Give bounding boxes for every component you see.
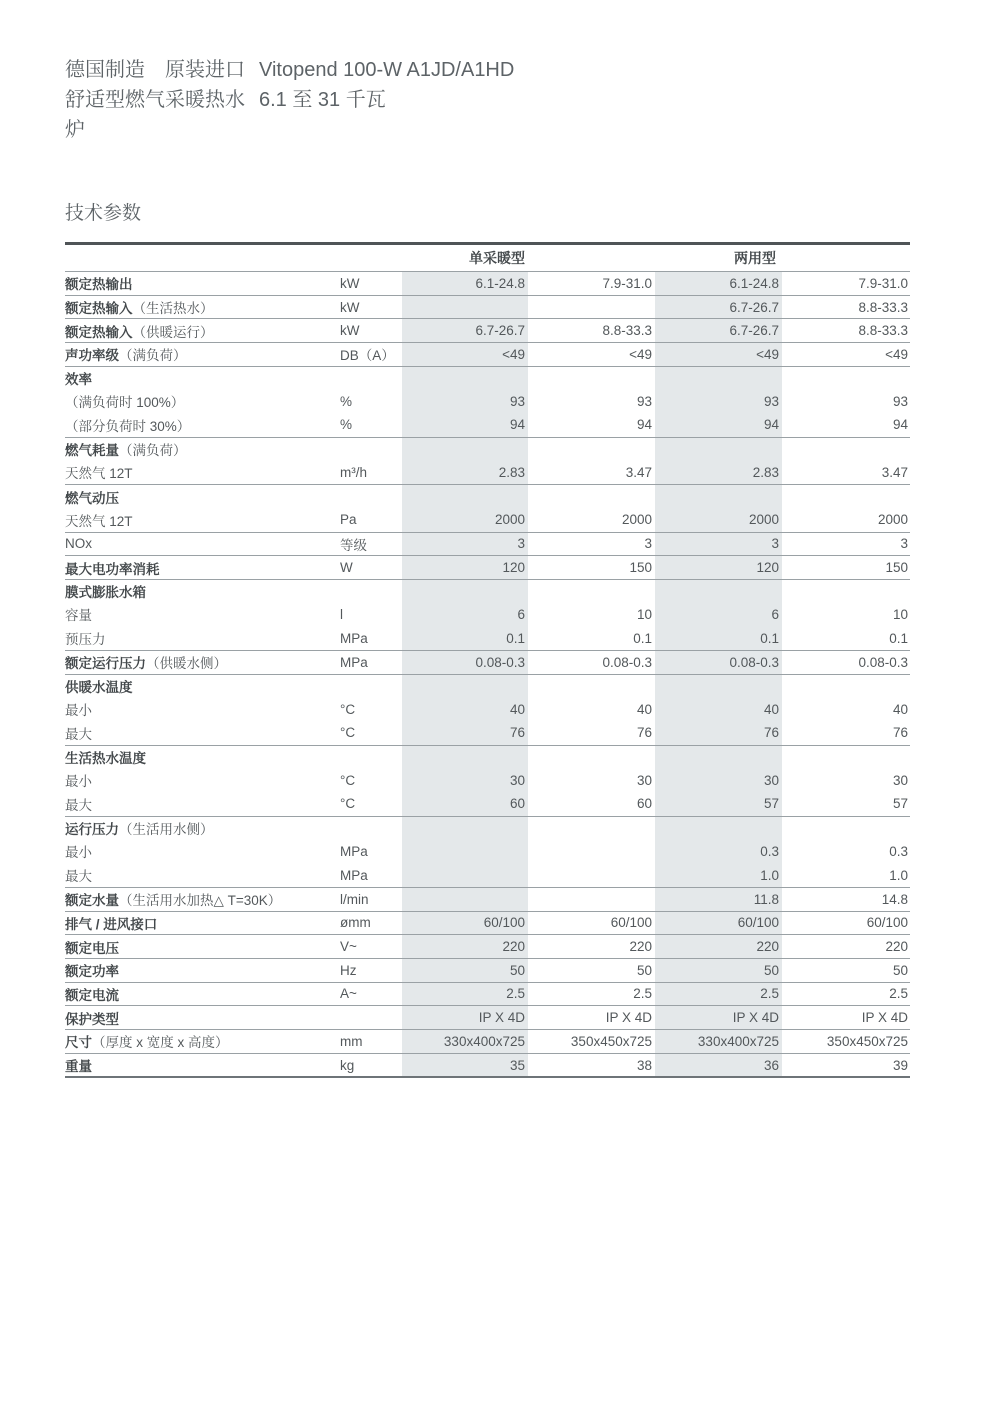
row-label-main: 声功率级 [65, 348, 119, 364]
row-label [65, 389, 340, 413]
table-row [65, 792, 910, 816]
value-cell: <49 [885, 346, 908, 362]
row-unit [340, 746, 402, 769]
value-cell: 150 [629, 560, 652, 576]
row-label-note: （满负荷时 100%） [65, 395, 185, 411]
value-cell: 220 [885, 939, 908, 955]
row-unit: kW [340, 323, 360, 339]
value-cell [655, 485, 782, 508]
value-cell [402, 296, 528, 319]
table-group-header-row [65, 245, 910, 271]
value-cell: 93 [402, 389, 528, 413]
value-cell: 36 [655, 1054, 782, 1077]
table-row [65, 389, 910, 413]
row-label-main: 额定热输入 [65, 301, 133, 317]
value-cell [402, 675, 528, 698]
value-cell: 0.08-0.3 [602, 654, 652, 670]
value-cell [402, 485, 528, 508]
value-cell: 2.83 [655, 461, 782, 485]
value-cell [402, 888, 528, 911]
row-unit [340, 438, 402, 461]
value-cell: 40 [636, 701, 652, 717]
value-cell: 350x450x725 [826, 1033, 908, 1049]
value-cell: 2.83 [402, 461, 528, 485]
value-cell: 0.08-0.3 [858, 654, 908, 670]
row-unit: Hz [340, 962, 357, 978]
row-unit: l/min [340, 891, 369, 907]
value-cell [782, 485, 910, 508]
row-label [65, 675, 340, 698]
row-label [65, 1030, 340, 1053]
power-range: 6.1 至 31 千瓦 [259, 89, 386, 111]
row-label-main: 额定热输入 [65, 324, 133, 340]
value-cell: 40 [892, 701, 908, 717]
value-cell: 76 [636, 725, 652, 741]
row-label-main: 运行压力 [65, 822, 119, 838]
row-label-main: 生活热水温度 [65, 751, 146, 767]
header-chinese-title [65, 55, 259, 145]
row-label [65, 603, 340, 627]
value-cell: <49 [629, 346, 652, 362]
value-cell: 0.3 [889, 843, 908, 859]
row-label-main: 额定水量 [65, 893, 119, 909]
value-cell: 2.5 [889, 986, 908, 1002]
value-cell: 60/100 [402, 912, 528, 935]
table-row [65, 721, 910, 745]
table-row [65, 484, 910, 508]
table-row [65, 508, 910, 532]
row-unit: °C [340, 796, 356, 812]
row-label-main: 最小 [65, 774, 92, 790]
value-cell: 2.5 [633, 986, 652, 1002]
value-cell: 3.47 [881, 464, 908, 480]
value-cell: 2000 [877, 512, 908, 528]
table-row [65, 958, 910, 982]
value-cell: 38 [636, 1057, 652, 1073]
row-unit: 等级 [340, 537, 367, 553]
table-row [65, 366, 910, 390]
value-cell: 0.1 [889, 630, 908, 646]
row-label-main: 燃气动压 [65, 490, 119, 506]
value-cell: 76 [402, 721, 528, 745]
value-cell: 10 [636, 606, 652, 622]
row-label-main: 天然气 12T [65, 513, 133, 529]
row-label-main: 额定热输出 [65, 277, 133, 293]
row-label-main: 效率 [65, 372, 92, 388]
made-in-germany-line: 德国制造 原装进口 [65, 59, 245, 81]
row-label-main: NOx [65, 536, 92, 552]
table-row [65, 532, 910, 556]
value-cell: 220 [629, 939, 652, 955]
row-unit [340, 817, 402, 840]
row-label [65, 840, 340, 864]
table-row [65, 437, 910, 461]
value-cell [655, 817, 782, 840]
row-label [65, 1006, 340, 1029]
value-cell: 3.47 [625, 464, 652, 480]
value-cell [402, 746, 528, 769]
row-label-main: 燃气耗量 [65, 443, 119, 459]
value-cell [402, 817, 528, 840]
table-row [65, 579, 910, 603]
value-cell: 50 [655, 959, 782, 982]
row-label-note: （部分负荷时 30%） [65, 418, 191, 434]
row-label-main: 容量 [65, 608, 92, 624]
row-label [65, 556, 340, 579]
value-cell: 93 [655, 389, 782, 413]
value-cell: 120 [402, 556, 528, 579]
row-label [65, 367, 340, 390]
value-cell [655, 580, 782, 603]
table-row [65, 461, 910, 485]
value-cell: 94 [636, 417, 652, 433]
value-cell [782, 367, 910, 390]
value-cell: 3 [402, 533, 528, 556]
value-cell: 3 [655, 533, 782, 556]
table-row [65, 934, 910, 958]
row-unit: kW [340, 275, 360, 291]
value-cell: 2000 [402, 508, 528, 532]
table-row [65, 1029, 910, 1053]
value-cell: IP X 4D [655, 1006, 782, 1029]
row-unit [340, 1006, 402, 1029]
row-label [65, 508, 340, 532]
row-label [65, 343, 340, 366]
row-unit: MPa [340, 630, 368, 646]
row-label [65, 697, 340, 721]
row-label-note: （生活用水加热△ T=30K） [119, 893, 282, 909]
value-cell: 94 [892, 417, 908, 433]
row-label [65, 533, 340, 556]
row-label [65, 438, 340, 461]
value-cell: 7.9-31.0 [858, 275, 908, 291]
row-label [65, 863, 340, 887]
group-header-combi: 两用型 [734, 250, 776, 266]
value-cell: 6.7-26.7 [655, 296, 782, 319]
value-cell: 60/100 [866, 915, 908, 931]
table-row [65, 887, 910, 911]
row-unit: l [340, 606, 343, 622]
table-row [65, 863, 910, 887]
table-row [65, 816, 910, 840]
value-cell: <49 [402, 343, 528, 366]
value-cell [528, 675, 655, 698]
row-unit [340, 367, 402, 390]
row-label-note: （供暖运行） [132, 324, 214, 340]
value-cell: 0.08-0.3 [402, 651, 528, 674]
row-label-main: 保护类型 [65, 1011, 119, 1027]
table-row [65, 1053, 910, 1077]
value-cell: 93 [892, 393, 908, 409]
value-cell: 50 [892, 962, 908, 978]
value-cell [782, 438, 910, 461]
value-cell: 39 [892, 1057, 908, 1073]
row-label-main: 最大电功率消耗 [65, 561, 160, 577]
value-cell: 8.8-33.3 [602, 323, 652, 339]
table-row [65, 318, 910, 342]
row-label-main: 尺寸 [65, 1035, 92, 1051]
value-cell: 10 [892, 606, 908, 622]
table-row [65, 768, 910, 792]
value-cell: 0.1 [633, 630, 652, 646]
row-label-note: （供暖水侧） [146, 656, 227, 672]
table-row [65, 271, 910, 295]
value-cell: 7.9-31.0 [602, 275, 652, 291]
value-cell: 6.1-24.8 [402, 272, 528, 295]
row-label [65, 461, 340, 485]
value-cell: 6.7-26.7 [655, 319, 782, 342]
value-cell [402, 580, 528, 603]
value-cell: 40 [402, 697, 528, 721]
product-model: Vitopend 100-W A1JD/A1HD [259, 59, 515, 81]
spec-table [65, 242, 910, 1078]
row-unit: °C [340, 701, 356, 717]
row-unit: V~ [340, 939, 357, 955]
value-cell: 8.8-33.3 [858, 323, 908, 339]
row-label-main: 最大 [65, 797, 92, 813]
value-cell [655, 367, 782, 390]
row-label [65, 651, 340, 674]
value-cell: 60 [636, 796, 652, 812]
row-label [65, 959, 340, 982]
value-cell: 94 [402, 413, 528, 437]
row-label [65, 485, 340, 508]
row-label [65, 888, 340, 911]
value-cell: 0.1 [655, 626, 782, 650]
row-unit [340, 580, 402, 603]
table-row [65, 342, 910, 366]
value-cell: 6.7-26.7 [402, 319, 528, 342]
value-cell [402, 840, 528, 864]
value-cell [655, 675, 782, 698]
row-unit: MPa [340, 867, 368, 883]
value-cell: 150 [885, 560, 908, 576]
table-row [65, 413, 910, 437]
row-label [65, 413, 340, 437]
table-row [65, 626, 910, 650]
value-cell: 94 [655, 413, 782, 437]
value-cell: 50 [636, 962, 652, 978]
value-cell: 11.8 [655, 888, 782, 911]
value-cell [528, 438, 655, 461]
value-cell [528, 296, 655, 319]
row-label-note: （厚度 x 宽度 x 高度） [92, 1035, 229, 1051]
value-cell: 60/100 [610, 915, 652, 931]
value-cell: <49 [655, 343, 782, 366]
product-type-line: 舒适型燃气采暖热水炉 [65, 89, 245, 141]
row-label-main: 膜式膨胀水箱 [65, 585, 146, 601]
value-cell [402, 863, 528, 887]
row-unit [340, 485, 402, 508]
value-cell: 60/100 [655, 912, 782, 935]
row-label [65, 935, 340, 958]
value-cell: 0.3 [655, 840, 782, 864]
value-cell: 330x400x725 [402, 1030, 528, 1053]
table-row [65, 650, 910, 674]
value-cell [655, 746, 782, 769]
value-cell: 76 [655, 721, 782, 745]
row-label-main: 最大 [65, 726, 92, 742]
value-cell: 0.08-0.3 [655, 651, 782, 674]
value-cell: 57 [892, 796, 908, 812]
row-label-note: （生活用水侧） [119, 822, 214, 838]
table-row [65, 982, 910, 1006]
value-cell: 330x400x725 [655, 1030, 782, 1053]
value-cell [528, 817, 655, 840]
value-cell: 8.8-33.3 [858, 299, 908, 315]
value-cell [402, 438, 528, 461]
row-label-main: 额定电压 [65, 940, 119, 956]
value-cell [782, 675, 910, 698]
row-unit: mm [340, 1033, 363, 1049]
value-cell [782, 817, 910, 840]
row-label-main: 最小 [65, 703, 92, 719]
value-cell: 30 [636, 772, 652, 788]
header-model-block [259, 55, 514, 145]
value-cell: 76 [892, 725, 908, 741]
row-label [65, 319, 340, 342]
value-cell: 30 [402, 768, 528, 792]
row-unit: % [340, 393, 353, 409]
value-cell: 6.1-24.8 [655, 272, 782, 295]
row-unit: °C [340, 725, 356, 741]
value-cell: 1.0 [889, 867, 908, 883]
value-cell: 60 [402, 792, 528, 816]
value-cell: 30 [892, 772, 908, 788]
row-label [65, 1054, 340, 1077]
value-cell: 40 [655, 697, 782, 721]
value-cell: 350x450x725 [570, 1033, 652, 1049]
value-cell: 2.5 [402, 983, 528, 1006]
table-row [65, 674, 910, 698]
row-label [65, 721, 340, 745]
row-label [65, 272, 340, 295]
value-cell [782, 580, 910, 603]
table-row [65, 911, 910, 935]
row-unit: Pa [340, 512, 357, 528]
value-cell: 14.8 [881, 891, 908, 907]
value-cell: 120 [655, 556, 782, 579]
table-row [65, 295, 910, 319]
section-title: 技术参数 [65, 203, 142, 224]
group-header-heating-only: 单采暖型 [469, 250, 525, 266]
value-cell [528, 888, 655, 911]
row-unit: ømm [340, 915, 371, 931]
row-label-main: 最小 [65, 845, 92, 861]
value-cell: 220 [402, 935, 528, 958]
row-label-note: （满负荷） [119, 443, 187, 459]
row-label-main: 最大 [65, 869, 92, 885]
table-row [65, 745, 910, 769]
row-label [65, 912, 340, 935]
value-cell: 2.5 [655, 983, 782, 1006]
value-cell: 3 [644, 536, 652, 552]
value-cell: 3 [900, 536, 908, 552]
value-cell: 50 [402, 959, 528, 982]
value-cell [528, 580, 655, 603]
value-cell: IP X 4D [402, 1006, 528, 1029]
row-label-main: 额定功率 [65, 964, 119, 980]
row-label-main: 额定运行压力 [65, 656, 146, 672]
row-unit [340, 675, 402, 698]
row-label-main: 供暖水温度 [65, 680, 133, 696]
value-cell: IP X 4D [861, 1010, 908, 1026]
row-label [65, 768, 340, 792]
row-label [65, 746, 340, 769]
value-cell: IP X 4D [605, 1010, 652, 1026]
row-unit: kg [340, 1057, 355, 1073]
value-cell: 0.1 [402, 626, 528, 650]
value-cell: 93 [636, 393, 652, 409]
page-header [65, 55, 514, 145]
row-label [65, 626, 340, 650]
table-row [65, 697, 910, 721]
value-cell [402, 367, 528, 390]
row-label-note: （满负荷） [119, 348, 187, 364]
row-unit: MPa [340, 843, 368, 859]
row-label-note: （生活热水） [132, 301, 214, 317]
table-row [65, 840, 910, 864]
value-cell [528, 367, 655, 390]
value-cell: 6 [402, 603, 528, 627]
value-cell [528, 840, 655, 864]
value-cell: 30 [655, 768, 782, 792]
value-cell: 6 [655, 603, 782, 627]
row-label-main: 预压力 [65, 632, 106, 648]
table-row [65, 555, 910, 579]
row-label-main: 额定电流 [65, 987, 119, 1003]
value-cell: 57 [655, 792, 782, 816]
value-cell [528, 746, 655, 769]
row-unit: % [340, 417, 353, 433]
row-label [65, 296, 340, 319]
table-row [65, 1005, 910, 1029]
row-unit: MPa [340, 654, 368, 670]
row-label-main: 天然气 12T [65, 466, 133, 482]
row-label [65, 580, 340, 603]
row-label [65, 792, 340, 816]
row-unit: m³/h [340, 464, 367, 480]
row-unit: kW [340, 299, 360, 315]
row-label-main: 排气 / 进风接口 [65, 916, 158, 932]
value-cell: 35 [402, 1054, 528, 1077]
value-cell [528, 485, 655, 508]
row-label [65, 983, 340, 1006]
row-unit: W [340, 560, 353, 576]
value-cell: 2000 [621, 512, 652, 528]
row-unit: DB（A） [340, 348, 395, 364]
value-cell: 220 [655, 935, 782, 958]
value-cell [782, 746, 910, 769]
row-unit: A~ [340, 986, 357, 1002]
table-row [65, 603, 910, 627]
value-cell: 1.0 [655, 863, 782, 887]
value-cell [655, 438, 782, 461]
value-cell [528, 863, 655, 887]
value-cell: 2000 [655, 508, 782, 532]
row-label-main: 重量 [65, 1059, 92, 1075]
row-label [65, 817, 340, 840]
row-unit: °C [340, 772, 356, 788]
table-body [65, 271, 910, 1076]
